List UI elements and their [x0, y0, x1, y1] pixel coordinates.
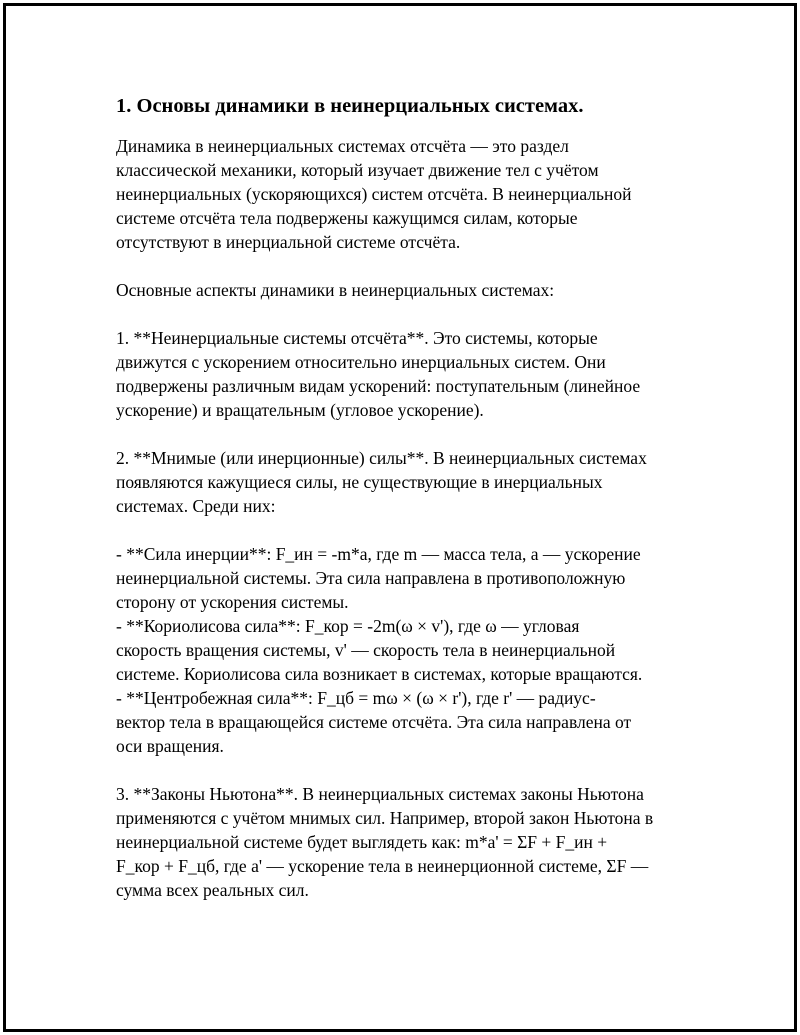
- subitem-coriolis-force: - **Кориолисова сила**: F_кор = -2m(ω × v'), где ω — угловая скорость вращения системы, v' — скорость тела в неинерциальной системе. Кориолисова сила возникает в системах, которые вращаются.: [116, 616, 643, 684]
- aspects-heading: Основные аспекты динамики в неинерциальных системах:: [116, 280, 555, 300]
- paragraph-gap: [116, 254, 696, 278]
- document-body: [116, 92, 696, 902]
- item-newton-laws: 3. **Законы Ньютона**. В неинерциальных системах законы Ньютона применяются с учётом мнимых сил. Например, второй закон Ньютона в неинерциальной системе будет выглядеть как: m*a' = ΣF + F_ин + F_кор + F_цб, где a' — ускорение тела в неинерционной системе, ΣF — сумма всех реальных сил.: [116, 784, 654, 900]
- paragraph-gap: [116, 422, 696, 446]
- item-fictitious-forces: 2. **Мнимые (или инерционные) силы**. В неинерциальных системах появляются кажущиеся силы, не существующие в инерциальных системах. Среди них:: [116, 448, 647, 516]
- document-title: 1. Основы динамики в неинерциальных системах.: [116, 95, 584, 117]
- paragraph-gap: [116, 758, 696, 782]
- subitem-inertia-force: - **Сила инерции**: F_ин = -m*a, где m — масса тела, a — ускорение неинерциальной системы. Эта сила направлена в противоположную сторону от ускорения системы.: [116, 544, 641, 612]
- item-noninertial-frames: 1. **Неинерциальные системы отсчёта**. Это системы, которые движутся с ускорением относительно инерциальных систем. Они подвержены различным видам ускорений: поступательным (линейное ускорение) и вращательным (угловое ускорение).: [116, 328, 641, 420]
- subitem-centrifugal-force: - **Центробежная сила**: F_цб = mω × (ω × r'), где r' — радиус- вектор тела в вращающейся системе отсчёта. Эта сила направлена от оси вращения.: [116, 688, 632, 756]
- intro-paragraph: Динамика в неинерциальных системах отсчёта — это раздел классической механики, который изучает движение тел с учётом неинерциальных (ускоряющихся) систем отсчёта. В неинерциальной системе отсчёта тела подвержены кажущимся силам, которые отсутствуют в инерциальной системе отсчёта.: [116, 136, 632, 252]
- paragraph-gap: [116, 518, 696, 542]
- paragraph-gap: [116, 302, 696, 326]
